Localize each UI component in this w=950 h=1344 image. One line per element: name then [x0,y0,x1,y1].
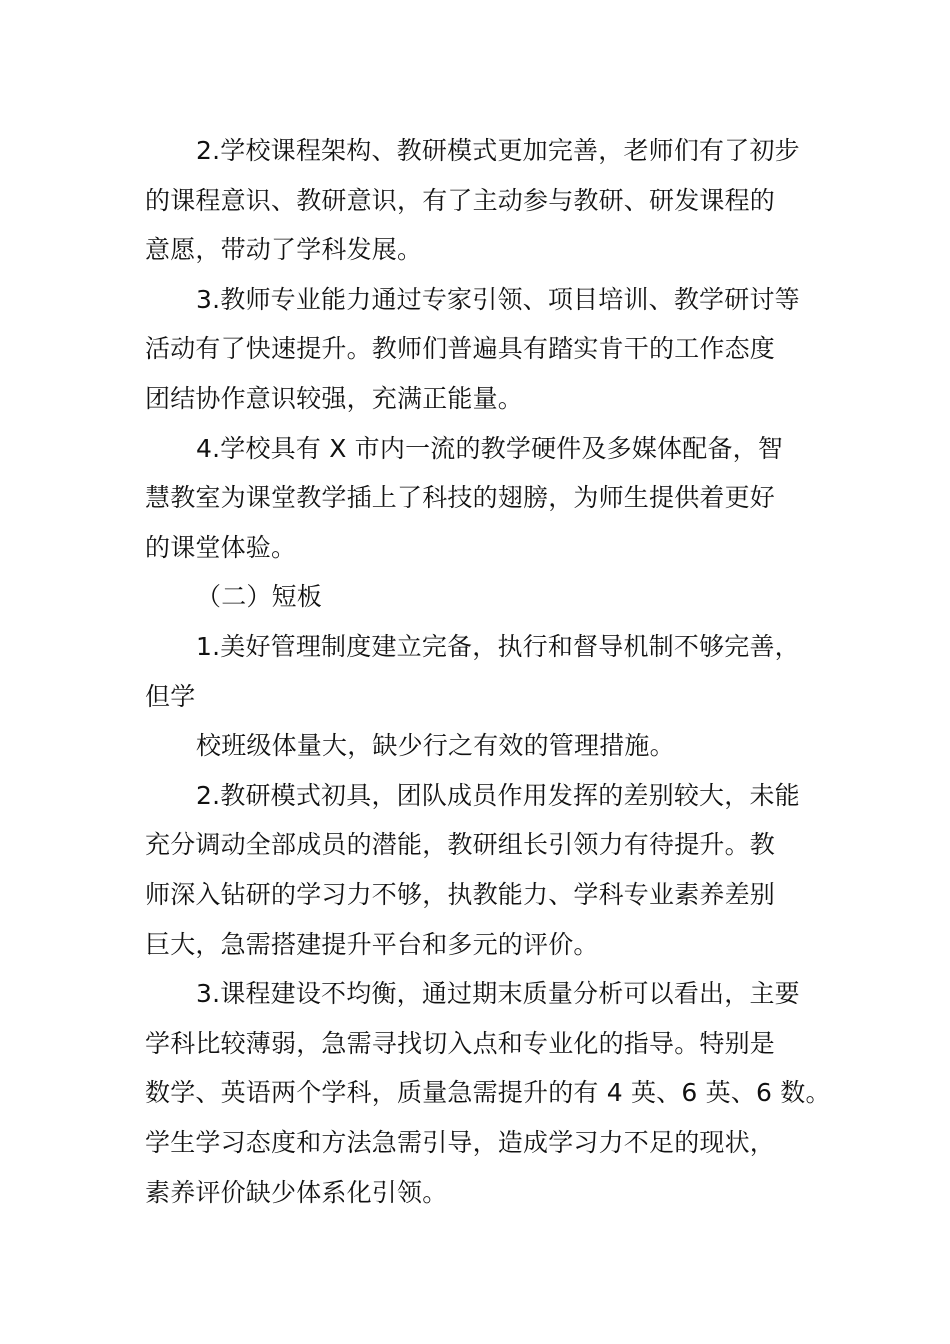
text-line: 充分调动全部成员的潜能，教研组长引领力有待提升。教 [145,830,776,860]
text-line: 活动有了快速提升。教师们普遍具有踏实肯干的工作态度 [145,334,776,364]
text-line: 团结协作意识较强，充满正能量。 [145,384,524,413]
text-line: 的课程意识、教研意识，有了主动参与教研、研发课程的 [145,185,776,215]
text-line: 师深入钻研的学习力不够，执教能力、学科专业素养差别 [145,880,776,909]
text-line: 意愿，带动了学科发展。 [145,235,423,265]
text-line: 但学 [145,681,196,711]
text-line: 2.学校课程架构、教研模式更加完善，老师们有了初步 [196,136,800,165]
text-line: 1.美好管理制度建立完备，执行和督导机制不够完善， [196,632,800,661]
text-line: （二）短板 [196,582,323,612]
text-line: 数学、英语两个学科，质量急需提升的有 4 英、6 英、6 数。 [145,1078,831,1108]
text-line: 4.学校具有 X 市内一流的教学硬件及多媒体配备，智 [196,433,784,463]
text-line: 巨大，急需搭建提升平台和多元的评价。 [145,929,599,959]
text-line: 2.教研模式初具，团队成员作用发挥的差别较大，未能 [196,780,800,810]
text-line: 3.课程建设不均衡，通过期末质量分析可以看出，主要 [196,979,800,1009]
text-line: 慧教室为课堂教学插上了科技的翅膀，为师生提供着更好 [145,483,776,513]
text-line: 素养评价缺少体系化引领。 [145,1177,448,1207]
text-line: 的课堂体验。 [145,532,297,562]
text-line: 学科比较薄弱，急需寻找切入点和专业化的指导。特别是 [145,1028,776,1058]
text-line: 学生学习态度和方法急需引导，造成学习力不足的现状， [145,1128,776,1157]
text-line: 校班级体量大，缺少行之有效的管理措施。 [196,731,675,761]
text-line: 3.教师专业能力通过专家引领、项目培训、教学研讨等 [196,284,800,314]
